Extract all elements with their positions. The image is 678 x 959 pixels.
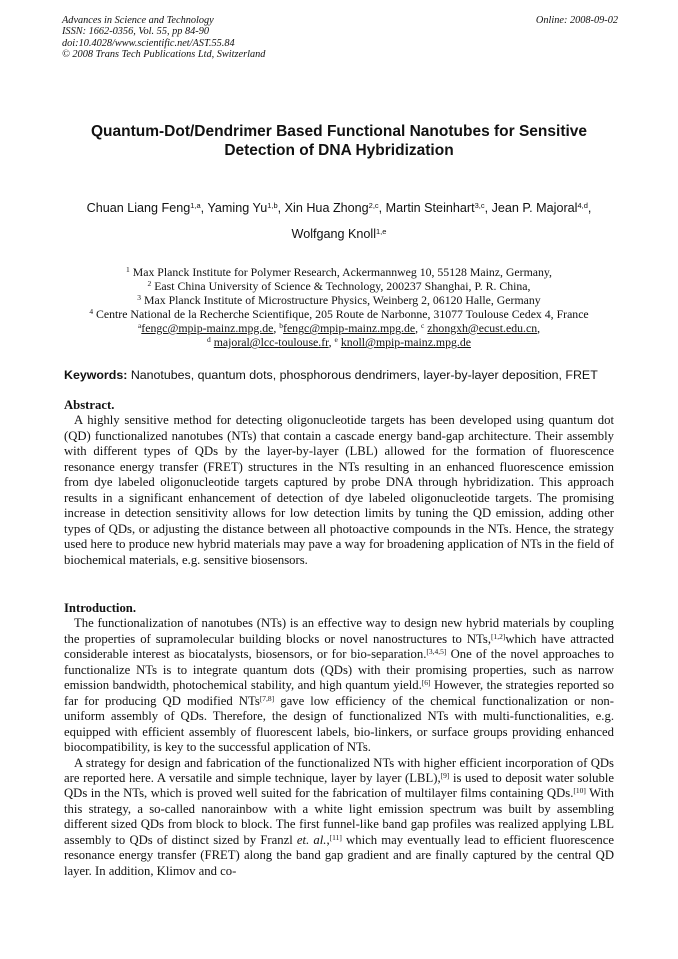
abstract-text: A highly sensitive method for detecting oligonucleotide targets has been developed using quantum dot (QD) functionalized nanotubes (NTs) that contain a cascade energy band-gap architecture. Their assembly with different types of QDs by the layer-by-layer (LBL) allowed for the formation of fluorescence resonance energy transfer (FRET) structures in the NTs resulting in an enhanced fluorescence emission from dye labeled oligonucleotide targets captured by probe DNA through hybridization. This approach results in a significant enhancement of detection of dye labeled oligonucleotide targets. The promising increase in detection sensitivity allows for low detection limits by tuning the QD emission, adding other types of QDs, or adjusting the distance between all photoactive compounds in the NTs. Hence, the strategy used here to produce new hybrid materials may pave a way for broadening application of NTs in the field of biochemical materials, e.g. sensitive biosensors. (64, 413, 614, 567)
introduction-paragraph-2 (64, 756, 614, 880)
citation-ref: [11] (329, 832, 342, 842)
author-affil-mark: 2,c (368, 201, 379, 210)
journal-name: Advances in Science and Technology (62, 15, 214, 26)
text-run: However, the strategies reported so far for producing QD modified NTs (64, 678, 614, 708)
copyright-line: © 2008 Trans Tech Publications Ltd, Switzerland (62, 49, 266, 61)
email-mark: a (137, 321, 142, 330)
email-mark: b (279, 321, 284, 330)
author-name: Wolfgang Knoll (291, 227, 377, 241)
author-affil-mark: 3,c (474, 201, 485, 210)
paper-title (40, 122, 638, 160)
email-mark: e (334, 335, 338, 344)
text-run: The functionalization of nanotubes (NTs) is an effective way to design new hybrid materials by coupling the properties of supramolecular building blocks or novel nanostructures to NTs, (64, 616, 614, 646)
journal-header (62, 15, 618, 61)
keywords-label: Keywords: (64, 368, 128, 382)
email-link[interactable]: fengc@mpip-mainz.mpg.de (141, 321, 274, 335)
email-mark: d (207, 335, 211, 344)
author-name: Jean P. Majoral (491, 201, 578, 215)
email-link[interactable]: zhongxh@ecust.edu.cn (427, 321, 538, 335)
introduction-heading: Introduction. (64, 601, 137, 615)
title-line-2: Detection of DNA Hybridization (224, 142, 454, 159)
affiliation-number: 2 (147, 279, 152, 288)
affiliation-line (40, 265, 638, 279)
text-run: which have attracted considerable interest as biocatalysts, biosensors, or for bio-separation. (64, 631, 614, 662)
abstract-heading: Abstract. (64, 398, 115, 412)
affiliation-line (40, 307, 638, 321)
text-run: which may eventually lead to efficient fluorescence resonance energy transfer (FRET) along the band gap gradient and are finally captured by the central QD layer. In addition, Klimov and co- (64, 832, 614, 878)
citation-ref: [6] (421, 678, 431, 688)
email-link[interactable]: knoll@mpip-mainz.mpg.de (340, 335, 471, 349)
online-date: Online: 2008-09-02 (535, 15, 618, 26)
text-run: A strategy for design and fabrication of the functionalized NTs with higher efficient incorporation of QDs are reported here. A versatile and simple technique, layer by layer (LBL), (64, 755, 614, 785)
email-line-2: $^d$ majoral@lcc-toulouse.fr, $^e$ knoll@mpip-mainz.mpg.de (207, 335, 471, 349)
et-al: et. al. (296, 832, 327, 847)
affiliation-number: 4 (89, 307, 94, 316)
email-line-1: $^a$fengc@mpip-mainz.mpg.de, $^b$fengc@mpip-mainz.mpg.de, $^c$ zhongxh@ecust.edu.cn, (137, 321, 541, 335)
author-line-1: Chuan Liang Feng$^{1,a}$, Yaming Yu$^{1,b}$, Xin Hua Zhong$^{2,c}$, Martin Steinhart$^{3,c}$, Jean P. Majoral$^{4,d}$, (86, 201, 592, 215)
email-link[interactable]: fengc@mpip-mainz.mpg.de (283, 321, 416, 335)
citation-ref: [3,4,5] (426, 647, 447, 657)
affiliations (40, 265, 638, 349)
author-name: Martin Steinhart (385, 201, 475, 215)
author-name: Chuan Liang Feng (86, 201, 191, 215)
affiliation-text: East China University of Science & Technology, 200237 Shanghai, P. R. China, (154, 279, 531, 293)
author-name: Yaming Yu (207, 201, 268, 215)
citation-ref: [7,8] (259, 693, 275, 703)
text-run: , (326, 832, 330, 847)
text-run: is used to deposit water soluble QDs in the NTs, which is proved well suited for the fabrication of multilayer films containing QDs. (64, 770, 614, 801)
affiliation-text: Max Planck Institute for Polymer Research, Ackermannweg 10, 55128 Mainz, Germany, (132, 265, 552, 279)
email-mark: c (421, 321, 425, 330)
affiliation-number: 1 (126, 265, 130, 274)
citation-ref: [10] (573, 786, 586, 796)
text-run: gave low efficiency of the chemical functionalization or non-uniform assembly of QDs. Therefore, the design of functionalized NTs with multi-functionalities, e.g. equipped with efficient assembly of fluorescent labels, bio-linkers, or surface groups providing enhanced biocompatibility, is key to the successful application of NTs. (64, 693, 614, 755)
introduction-paragraph-1 (64, 616, 614, 755)
citation-ref: [9] (440, 770, 450, 780)
abstract-section (64, 398, 614, 568)
author-list (40, 195, 638, 247)
author-affil-mark: 1,a (190, 201, 201, 210)
keywords-line (64, 368, 624, 383)
author-name: Xin Hua Zhong (284, 201, 369, 215)
introduction-section (64, 601, 614, 879)
issn-line: ISSN: 1662-0356, Vol. 55, pp 84-90 (62, 26, 210, 38)
affiliation-line (40, 293, 638, 307)
email-link[interactable]: majoral@lcc-toulouse.fr (213, 335, 329, 349)
text-run: One of the novel approaches to functionalize NTs is to integrate quantum dots (QDs) with their promising properties, such as narrow emission bandwidth, photochemical stability, and high quantum yield. (64, 647, 615, 693)
title-line-1: Quantum-Dot/Dendrimer Based Functional Nanotubes for Sensitive (90, 123, 588, 140)
keywords-text: Nanotubes, quantum dots, phosphorous dendrimers, layer-by-layer deposition, FRET (130, 368, 598, 382)
author-line-2 (40, 221, 638, 247)
affiliation-number: 3 (137, 293, 142, 302)
affiliation-text: Centre National de la Recherche Scientifique, 205 Route de Narbonne, 31077 Toulouse Cedex 4, France (96, 307, 589, 321)
text-run: With this strategy, a so-called nanorainbow with a white light emission spectrum was built by assembling different sized QDs from block to block. The first funnel-like band gap profiles was realized applying LBL assembly to QDs of distinct sized by Franzl (64, 786, 614, 847)
affiliation-line (40, 279, 638, 293)
doi-line: doi:10.4028/www.scientific.net/AST.55.84 (62, 37, 235, 49)
author-affil-mark: 4,d (577, 201, 588, 210)
author-affil-mark: 1,e (376, 227, 387, 236)
affiliation-text: Max Planck Institute of Microstructure Physics, Weinberg 2, 06120 Halle, Germany (144, 293, 541, 307)
citation-ref: [1,2] (491, 631, 506, 641)
author-affil-mark: 1,b (267, 201, 278, 210)
